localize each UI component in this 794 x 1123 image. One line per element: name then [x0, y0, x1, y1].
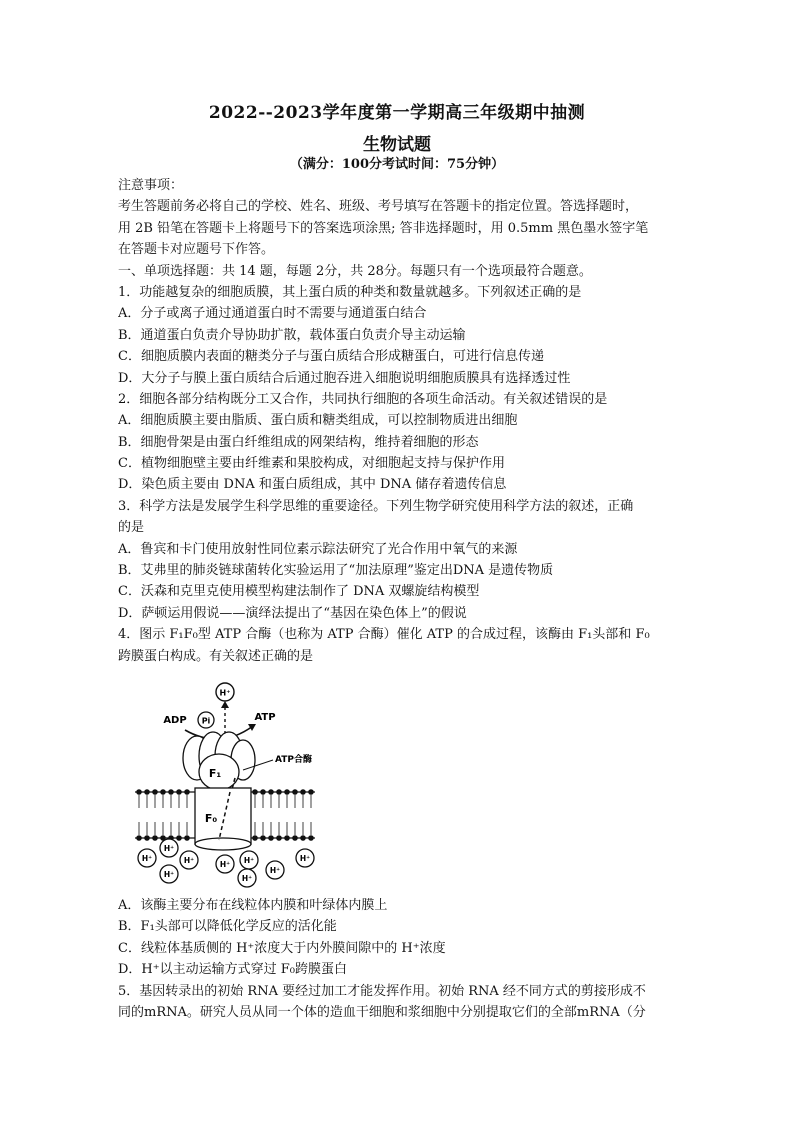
question-option: A．鲁宾和卡门使用放射性同位素示踪法研究了光合作用中氧气的来源 [118, 541, 518, 557]
subject-title: 生物试题 [363, 135, 431, 155]
question-option: B．艾弗里的肺炎链球菌转化实验运用了“加法原理”鉴定出DNA 是遗传物质 [118, 563, 554, 579]
question-stem: 1．功能越复杂的细胞质膜，其上蛋白质的种类和数量就越多。下列叙述正确的是 [118, 284, 582, 300]
svg-text:H⁺: H⁺ [269, 866, 281, 875]
enzyme-label: ATP合酶 [275, 755, 313, 765]
question-option: C．植物细胞壁主要由纤维素和果胶构成，对细胞起支持与保护作用 [118, 456, 505, 472]
question-stem: 4．图示 F₁F₀型 ATP 合酶（也称为 ATP 合酶）催化 ATP 的合成过程，该酶由 F₁头部和 F₀ [118, 627, 650, 643]
f0-cylinder [195, 788, 251, 844]
svg-text:H⁺: H⁺ [163, 870, 175, 879]
notice-line: 用 2B 铅笔在答题卡上将题号下的答案选项涂黑; 答非选择题时，用 0.5mm 黑色墨水签字笔 [118, 220, 649, 236]
question-option: D．大分子与膜上蛋白质结合后通过胞吞进入细胞说明细胞质膜具有选择透过性 [118, 370, 571, 386]
question-option: A．该酶主要分布在线粒体内膜和叶绿体内膜上 [118, 898, 388, 913]
exam-body [118, 175, 678, 667]
question-option: C．细胞质膜内表面的糖类分子与蛋白质结合形成糖蛋白，可进行信息传递 [118, 349, 544, 365]
f0-label: F₀ [204, 812, 218, 825]
question-stem: 跨膜蛋白构成。有关叙述正确的是 [118, 648, 314, 664]
notice-line: 考生答题前务必将自己的学校、姓名、班级、考号填写在答题卡的指定位置。答选择题时， [118, 199, 639, 215]
question-option: C．沃森和克里克使用模型构建法制作了 DNA 双螺旋结构模型 [118, 584, 480, 600]
question-option: A．分子或离子通过通道蛋白时不需要与通道蛋白结合 [118, 306, 427, 322]
exam-info: （满分：100分考试时间：75分钟） [289, 157, 505, 172]
f0-cylinder-base [195, 838, 251, 850]
question-option: D．染色质主要由 DNA 和蛋白质组成，其中 DNA 储存着遗传信息 [118, 477, 507, 493]
svg-text:H⁺: H⁺ [219, 860, 231, 869]
question-stem: 同的mRNA。研究人员从同一个体的造血干细胞和浆细胞中分别提取它们的全部mRNA（分 [118, 1004, 646, 1020]
question-stem: 5．基因转录出的初始 RNA 要经过加工才能发挥作用。初始 RNA 经不同方式的剪接形成不 [118, 983, 646, 999]
atp-label: ATP [254, 712, 276, 723]
svg-text:H⁺: H⁺ [141, 854, 153, 863]
exam-title: 2022--2023学年度第一学期高三年级期中抽测 [208, 103, 586, 123]
question-option: C．线粒体基质侧的 H⁺浓度大于内外膜间隙中的 H⁺浓度 [118, 940, 446, 956]
question-option: A．细胞质膜主要由脂质、蛋白质和糖类组成，可以控制物质进出细胞 [118, 413, 518, 429]
adp-label: ADP [163, 715, 187, 726]
svg-text:H⁺: H⁺ [243, 856, 255, 865]
question-option: B．通道蛋白负责介导协助扩散，载体蛋白负责介导主动运输 [118, 327, 466, 343]
section-heading: 一、单项选择题：共 14 题，每题 2分，共 28分。每题只有一个选项最符合题意。 [118, 263, 592, 279]
question-stem: 的是 [118, 520, 145, 536]
atp-synthase-diagram [125, 680, 325, 890]
question-option: B．细胞骨架是由蛋白纤维组成的网架结构，维持着细胞的形态 [118, 434, 479, 450]
notice-line: 在答题卡对应题号下作答。 [118, 242, 275, 258]
svg-text:H⁺: H⁺ [163, 844, 175, 853]
question-option: B．F₁头部可以降低化学反应的活化能 [118, 919, 337, 935]
question-stem: 3．科学方法是发展学生科学思维的重要途径。下列生物学研究使用科学方法的叙述，正确 [118, 498, 634, 514]
pi-label: Pi [201, 716, 211, 726]
svg-text:H⁺: H⁺ [299, 854, 311, 863]
proton-label: H⁺ [219, 688, 231, 698]
arrow-head [248, 724, 256, 731]
f1-label: F₁ [208, 767, 222, 780]
svg-text:H⁺: H⁺ [183, 856, 195, 865]
question-option: D．H⁺以主动运输方式穿过 F₀跨膜蛋白 [118, 962, 347, 978]
exam-body-continued [118, 895, 678, 1023]
question-stem: 2．细胞各部分结构既分工又合作，共同执行细胞的各项生命活动。有关叙述错误的是 [118, 391, 608, 407]
question-option: D．萨顿运用假说——演绎法提出了“基因在染色体上”的假说 [118, 605, 467, 621]
notice-heading: 注意事项： [118, 178, 184, 193]
arrow-head [221, 701, 229, 708]
svg-text:H⁺: H⁺ [241, 874, 253, 883]
